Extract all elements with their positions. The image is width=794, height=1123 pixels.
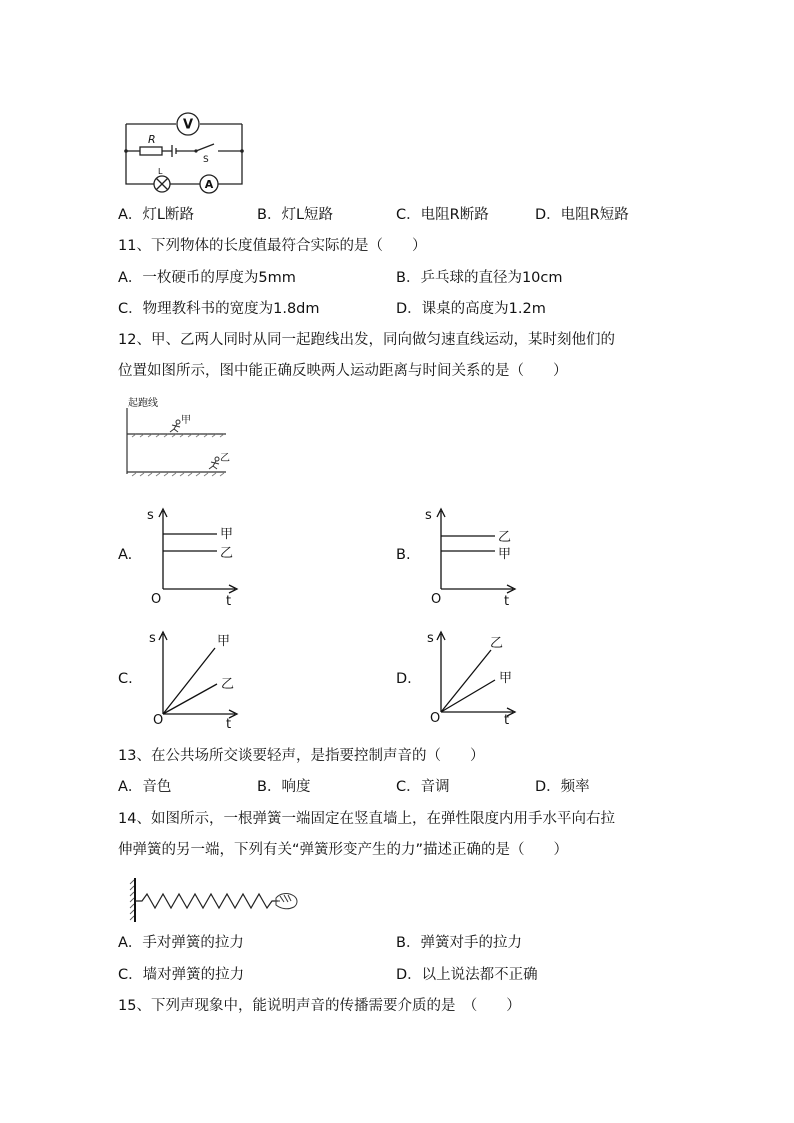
graph-b-upper-label: 乙	[498, 530, 512, 545]
q11-option-d[interactable]: D．课桌的高度为1.2m	[396, 301, 546, 317]
q14-stem-line2: 伸弹簧的另一端，下列有关“弹簧形变产生的力”描述正确的是（ ）	[118, 842, 569, 858]
q12-graph-a[interactable]	[143, 505, 243, 607]
graph-c-origin: O	[153, 713, 164, 728]
graph-d-lower-label: 甲	[499, 671, 513, 686]
switch-label: S	[203, 155, 209, 165]
q12-graph-c-letter[interactable]: C.	[118, 671, 133, 687]
q12-stem-line2: 位置如图所示，图中能正确反映两人运动距离与时间关系的是（ ）	[118, 363, 568, 379]
q11-option-c[interactable]: C．物理教科书的宽度为1.8dm	[118, 301, 320, 317]
runner-a-icon	[170, 420, 180, 432]
graph-a-y-label: s	[147, 508, 154, 523]
q10-option-d[interactable]: D．电阻R短路	[535, 207, 629, 223]
q11-option-b[interactable]: B．乒乓球的直径为10cm	[396, 270, 563, 286]
q14-option-b[interactable]: B．弹簧对手的拉力	[396, 935, 522, 951]
q11-stem: 11、下列物体的长度值最符合实际的是（ ）	[118, 238, 427, 254]
q14-option-a[interactable]: A．手对弹簧的拉力	[118, 935, 244, 951]
graph-a-lower-label: 乙	[220, 546, 234, 561]
q13-option-d[interactable]: D．频率	[535, 779, 590, 795]
q12-graph-d-letter[interactable]: D.	[396, 671, 412, 687]
graph-c-y-label: s	[149, 631, 156, 646]
graph-c-x-label: t	[226, 717, 232, 730]
q10-option-b[interactable]: B．灯L短路	[257, 207, 334, 223]
q14-option-c[interactable]: C．墙对弹簧的拉力	[118, 967, 245, 983]
q12-graph-c[interactable]	[143, 628, 243, 730]
q13-option-a[interactable]: A．音色	[118, 779, 172, 795]
q12-stem-line1: 12、甲、乙两人同时从同一起跑线出发，同向做匀速直线运动，某时刻他们的	[118, 332, 615, 348]
graph-b-origin: O	[431, 592, 442, 607]
start-line-label: 起跑线	[128, 398, 158, 409]
running-track-figure	[118, 396, 230, 480]
resistor-label: R	[148, 133, 156, 146]
q15-stem: 15、下列声现象中，能说明声音的传播需要介质的是 （ ）	[118, 998, 521, 1014]
q14-stem-line1: 14、如图所示，一根弹簧一端固定在竖直墙上，在弹性限度内用手水平向右拉	[118, 811, 615, 827]
q12-graph-b[interactable]	[421, 505, 521, 607]
graph-a-upper-label: 甲	[220, 527, 234, 542]
q12-graph-b-letter[interactable]: B.	[396, 547, 411, 563]
q10-option-c[interactable]: C．电阻R断路	[396, 207, 489, 223]
graph-d-y-label: s	[427, 631, 434, 646]
runner-a-label: 甲	[181, 415, 191, 426]
q14-option-d[interactable]: D．以上说法都不正确	[396, 967, 538, 983]
graph-a-origin: O	[151, 592, 162, 607]
circuit-diagram	[118, 106, 248, 196]
graph-b-y-label: s	[425, 508, 432, 523]
q13-stem: 13、在公共场所交谈要轻声，是指要控制声音的（ ）	[118, 748, 485, 764]
ammeter-label: A	[204, 178, 214, 191]
graph-d-x-label: t	[504, 713, 510, 728]
graph-c-upper-label: 甲	[217, 634, 231, 649]
spring-figure	[128, 876, 303, 924]
spring-coil	[135, 894, 278, 908]
runner-b-label: 乙	[220, 453, 230, 464]
q12-graph-d[interactable]	[421, 628, 521, 730]
voltmeter-label: V	[182, 117, 194, 133]
graph-a-x-label: t	[226, 594, 232, 607]
graph-b-lower-label: 甲	[498, 547, 512, 562]
graph-d-origin: O	[430, 711, 441, 726]
graph-c-lower-label: 乙	[221, 677, 235, 692]
lamp-label: L	[158, 167, 163, 176]
q12-graph-a-letter[interactable]: A.	[118, 547, 133, 563]
graph-b-x-label: t	[504, 594, 510, 607]
q13-option-c[interactable]: C．音调	[396, 779, 450, 795]
graph-d-upper-label: 乙	[490, 636, 504, 651]
runner-b-icon	[209, 457, 219, 469]
q11-option-a[interactable]: A．一枚硬币的厚度为5mm	[118, 270, 296, 286]
q10-option-a[interactable]: A．灯L断路	[118, 207, 194, 223]
hand-icon	[275, 894, 297, 909]
q13-option-b[interactable]: B．响度	[257, 779, 311, 795]
